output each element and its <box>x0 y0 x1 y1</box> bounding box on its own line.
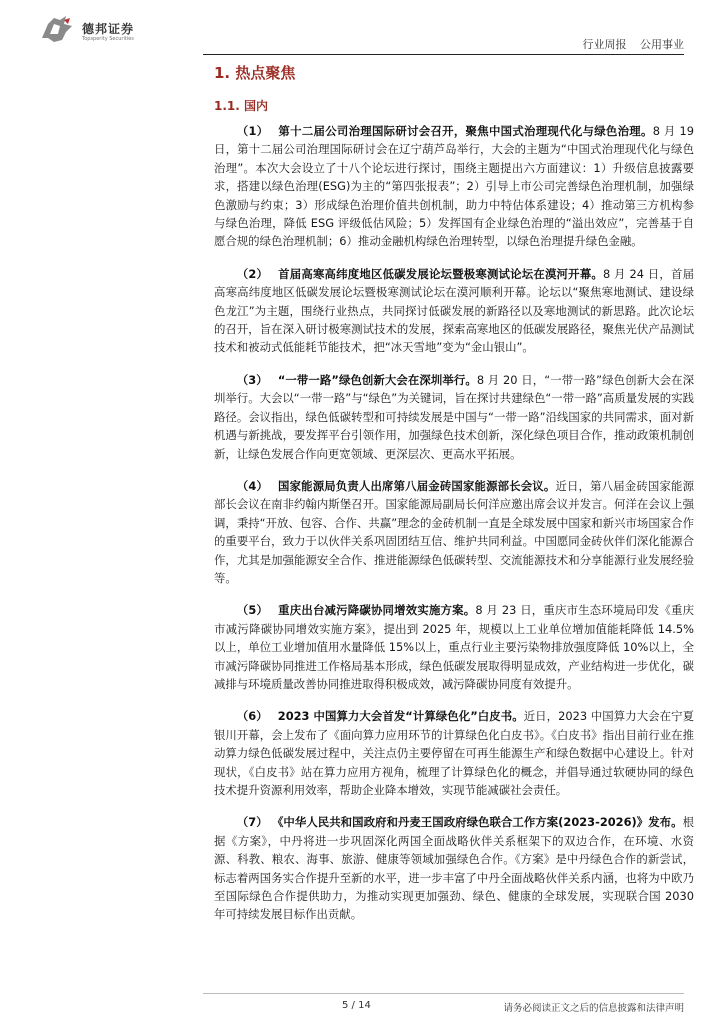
news-item-body: 近日，第八届金砖国家能源部长会议在南非约翰内斯堡召开。国家能源局副局长何洋应邀出席会议并发言。何洋在会议上强调，秉持“开放、包容、合作、共赢”理念的金砖机制一直是全球发展中国家和新兴市场国家合作的重要平台，致力于以伙伴关系巩固团结互信、维护共同利益。中国愿同金砖伙伴们深化能源合作，尤其是加强能源安全合作、推进能源绿色低碳转型、交流能源技术和分享能源行业发展经验等。 <box>214 478 694 585</box>
news-item-body: 8 月 20 日，“一带一路”绿色创新大会在深圳举行。大会以“一带一路”与“绿色”为关键词，旨在探讨共建绿色“一带一路”高质量发展的实践路径。会议指出，绿色低碳转型和可持续发展是中国与“一带一路”沿线国家的共同需求，面对新机遇与新挑战，要发挥平台引领作用，加强绿色技术创新，深化绿色项目合作，推动政策机制创新，让绿色发展合作向更宽领域、更深层次、更高水平拓展。 <box>214 372 694 461</box>
news-item-title: 国家能源局负责人出席第八届金砖国家能源部长会议。 <box>278 478 556 493</box>
news-item-body: 8 月 23 日，重庆市生态环境局印发《重庆市减污降碳协同增效实施方案》，提出到 2025 年，规模以上工业单位增加值能耗降低 14.5%以上，单位工业增加值用水量降低 15%以上，重点行业主要污染物排放强度降低 10%以上，全市减污降碳协同推进工作格局基本形成，绿色低碳发展取得明显成效，产业结构进一步优化，碳减排与环境质量改善协同推进取得积极成效，减污降碳协同度有效提升。 <box>214 603 694 691</box>
news-item <box>214 265 694 357</box>
news-item-title: 首届高寒高纬度地区低碳发展论坛暨极寒测试论坛在漠河开幕。 <box>278 266 603 281</box>
news-item <box>214 707 694 799</box>
news-item-title: “一带一路”绿色创新大会在深圳举行。 <box>277 372 477 387</box>
news-item <box>214 477 694 587</box>
news-item-title: 《中华人民共和国政府和丹麦王国政府绿色联合工作方案(2023-2026)》发布。 <box>277 815 683 830</box>
report-sector: 公用事业 <box>640 38 684 51</box>
news-item-body: 根据《方案》，中丹将进一步巩固深化两国全面战略伙伴关系框架下的双边合作，在环境、水资源、科教、粮农、海事、旅游、健康等领域加强绿色合作。《方案》是中丹绿色合作的新尝试，标志着两国务实合作提升至新的水平，进一步丰富了中丹全面战略伙伴关系内涵，也将为中欧乃至国际绿色合作提供助力，为推动实现更加强劲、绿色、健康的全球发展，实现联合国 2030 年可持续发展目标作出贡献。 <box>214 815 694 922</box>
footer-divider <box>203 993 684 994</box>
news-item-number: （2） <box>236 266 269 281</box>
report-category: 行业周报 <box>582 38 627 51</box>
page-number: 5 / 14 <box>342 1000 371 1011</box>
news-item-number: （6） <box>236 709 268 724</box>
news-item-number: （3） <box>236 372 268 387</box>
logo-mark-icon <box>40 14 76 44</box>
news-item-body: 8 月 19 日，第十二届公司治理国际研讨会在辽宁葫芦岛举行，大会的主题为“中国式治理现代化与绿色治理”。本次大会设立了十八个论坛进行探讨，围绕主题提出六方面建议：1）升级信息披露要求，搭建以绿色治理(ESG)为主的“第四张报表”；2）引导上市公司完善绿色治理机制，加强绿色激励与约束；3）形成绿色治理价值共创机制，助力中特估体系建设；4）推动第三方机构参与绿色治理，降低 ESG 评级低估风险；5）发挥国有企业绿色治理的“溢出效应”，完善基于自愿合规的绿色治理机制；6）推动金融机构绿色治理转型，以绿色治理提升绿色金融。 <box>214 124 694 249</box>
news-item-title: 重庆出台减污降碳协同增效实施方案。 <box>278 603 476 618</box>
news-item-number: （5） <box>236 603 269 618</box>
news-list <box>214 122 694 938</box>
subsection-heading: 1.1. 国内 <box>214 99 268 113</box>
news-item-title: 第十二届公司治理国际研讨会召开，聚焦中国式治理现代化与绿色治理。 <box>278 124 653 138</box>
news-item <box>214 371 694 463</box>
news-item-number: （4） <box>236 478 269 493</box>
header-divider <box>203 54 684 55</box>
news-item-number: （7） <box>236 815 268 830</box>
news-item <box>214 122 694 251</box>
news-item-number: （1） <box>236 124 269 138</box>
news-item <box>214 813 694 923</box>
news-item-body: 8 月 24 日，首届高寒高纬度地区低碳发展论坛暨极寒测试论坛在漠河顺利开幕。论坛以“聚焦寒地测试、建设绿色龙江”为主题，围绕行业热点，共同探讨低碳发展的新路径以及寒地测试的新思路。此次论坛的召开，旨在深入研讨极寒测试技术的发展，探索高寒地区的低碳发展路径，聚焦光伏产品测试技术和被动式低能耗节能技术，把“冰天雪地”变为“金山银山”。 <box>214 266 694 355</box>
section-heading: 1. 热点聚焦 <box>214 64 296 82</box>
footer-disclaimer: 请务必阅读正文之后的信息披露和法律声明 <box>503 1003 684 1014</box>
news-item-title: 2023 中国算力大会首发“计算绿色化”白皮书。 <box>277 709 524 724</box>
logo-english-name: Topsperity Securities <box>82 36 134 42</box>
news-item <box>214 601 694 693</box>
page-header <box>0 0 724 60</box>
news-item-body: 近日，2023 中国算力大会在宁夏银川开幕，会上发布了《面向算力应用环节的计算绿色化白皮书》。《白皮书》指出目前行业在推动算力绿色低碳发展过程中，关注点仍主要停留在可再生能源生产和绿色数据中心建设上。针对现状，《白皮书》站在算力应用方视角，梳理了计算绿色化的概念，并倡导通过软硬协同的绿色技术提升资源利用效率，帮助企业降本增效，实现节能减碳社会责任。 <box>214 709 694 797</box>
company-logo <box>40 14 170 48</box>
logo-name: 德邦证券 <box>82 22 135 36</box>
header-report-info <box>583 36 685 52</box>
